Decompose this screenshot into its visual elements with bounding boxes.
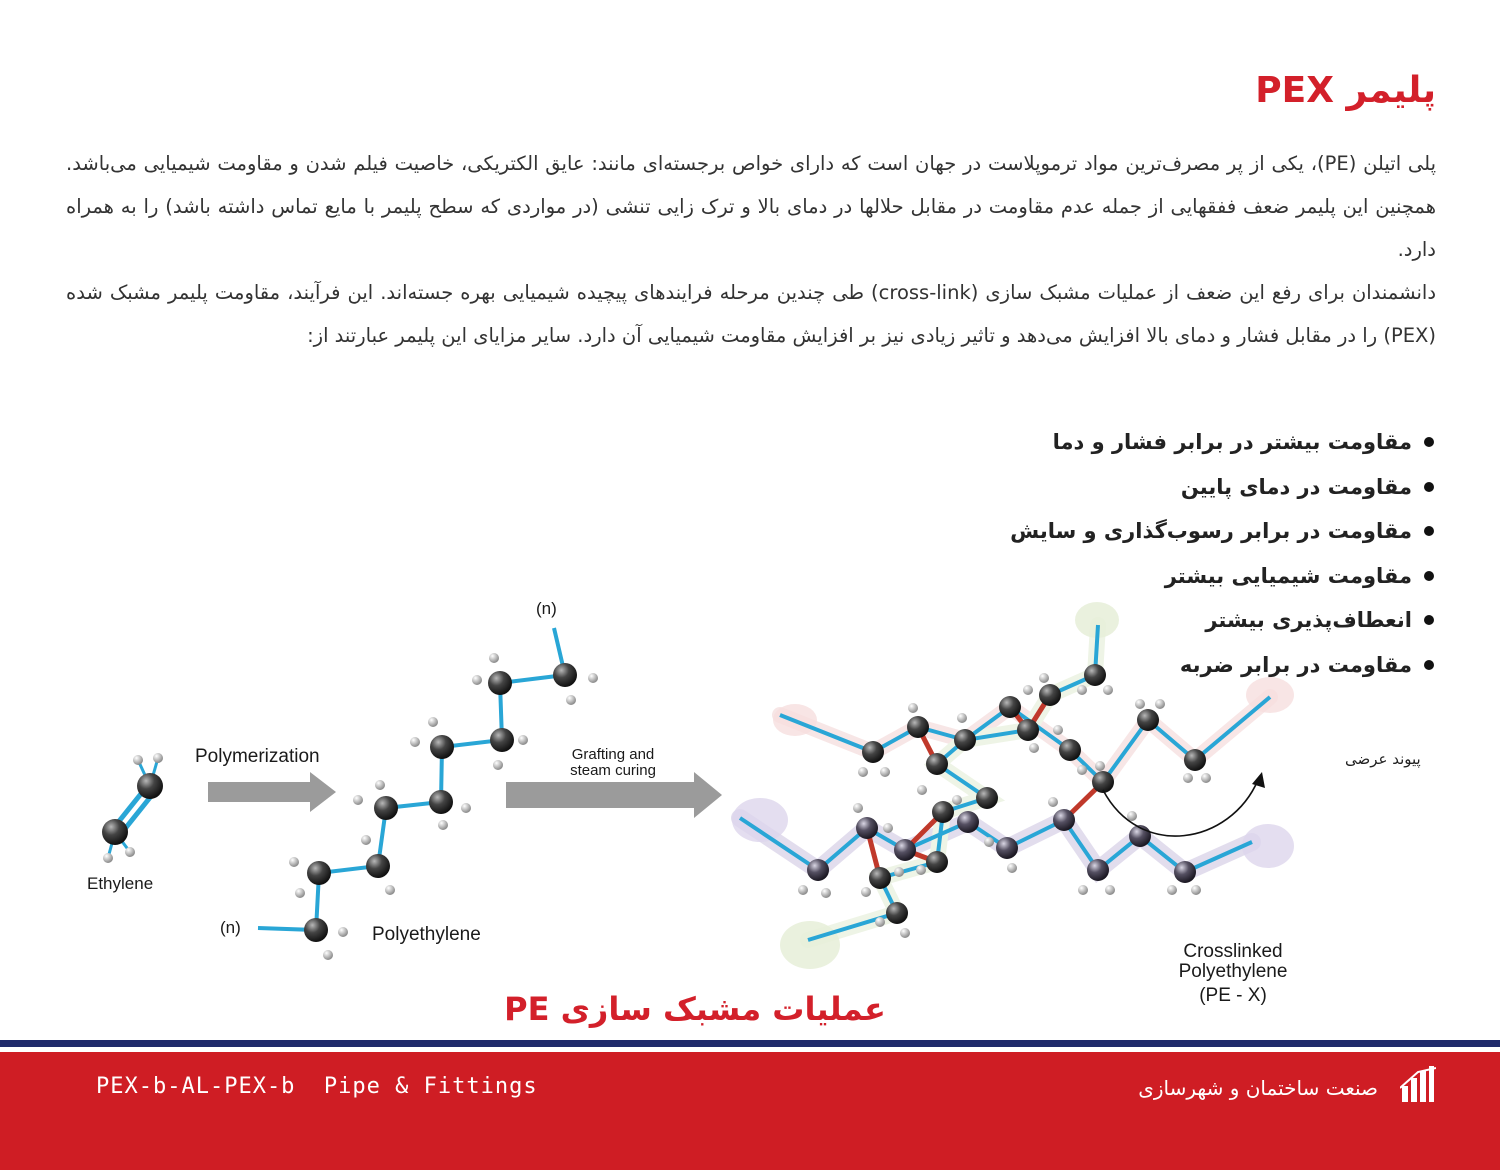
crosslinked-label-line1: Crosslinked [1183, 941, 1283, 962]
benefit-item: مقاومت بیشتر در برابر فشار و دما [876, 420, 1436, 465]
crossbond-label: پیوند عرضی [1345, 750, 1421, 768]
benefit-item: مقاومت در دمای پایین [876, 465, 1436, 510]
page-title: پلیمر PEX [1255, 70, 1436, 111]
footer-category: صنعت ساختمان و شهرسازی [1138, 1076, 1378, 1100]
crosslinked-label-line3: (PE - X) [1199, 985, 1267, 1006]
benefit-item: مقاومت شیمیایی بیشتر [876, 554, 1436, 599]
intro-paragraph-1: پلی اتیلن (PE)، یکی از پر مصرف‌ترین مواد ترموپلاست در جهان است که دارای خواص برجسته‌ای مانند: عایق الکتریکی، خاصیت فیلم شدن و مقاومت شیمیایی می‌باشد. همچنین این پلیمر ضعف ففقهایی از جمله عدم مقاومت در مقابل حلالها در دمای بالا و ترک زایی تنشی (در مواردی که سطح پلیمر با مایع تماس داشته باشد) را به همراه دارد. [66, 152, 1437, 261]
n-label-end: (n) [536, 599, 557, 618]
ethylene-molecule [102, 753, 163, 863]
building-logo-icon [1400, 1066, 1436, 1104]
polymerization-label: Polymerization [195, 746, 320, 767]
crosslinked-label-line2: Polyethylene [1178, 961, 1288, 982]
benefit-item: مقاومت در برابر ضربه [876, 643, 1436, 688]
crosslinked-network [732, 602, 1294, 969]
polyethylene-label: Polyethylene [372, 924, 481, 945]
polymerization-arrow-icon [208, 772, 336, 812]
footer-product-line: PEX-b-AL-PEX-b Pipe & Fittings [96, 1074, 538, 1099]
intro-paragraph-2: دانشمندان برای رفع این ضعف از عملیات مشبک سازی (cross-link) طی چندین مرحله فرایندهای پیچیده شیمیایی بهره جسته‌اند. این فرآیند، مقاومت پلیمر مشبک شده (PEX) را در مقابل فشار و دمای بالا افزایش می‌دهد و تاثیر زیادی نیز بر افزایش مقاومت شیمیایی آن دارد. سایر مزایای این پلیمر عبارتند از: [66, 281, 1436, 347]
crossbond-pointer-arrow [1103, 780, 1258, 836]
benefit-item: انعطاف‌پذیری بیشتر [876, 598, 1436, 643]
footer-bar [0, 1052, 1500, 1170]
ethylene-label: Ethylene [87, 874, 154, 893]
footer-divider-navy [0, 1040, 1500, 1047]
n-label-start: (n) [220, 918, 241, 937]
grafting-label-line1: Grafting and [571, 746, 655, 763]
diagram-caption: عملیات مشبک سازی PE [504, 990, 886, 1028]
benefit-item: مقاومت در برابر رسوب‌گذاری و سایش [876, 509, 1436, 554]
grafting-label-line2: steam curing [570, 762, 656, 779]
